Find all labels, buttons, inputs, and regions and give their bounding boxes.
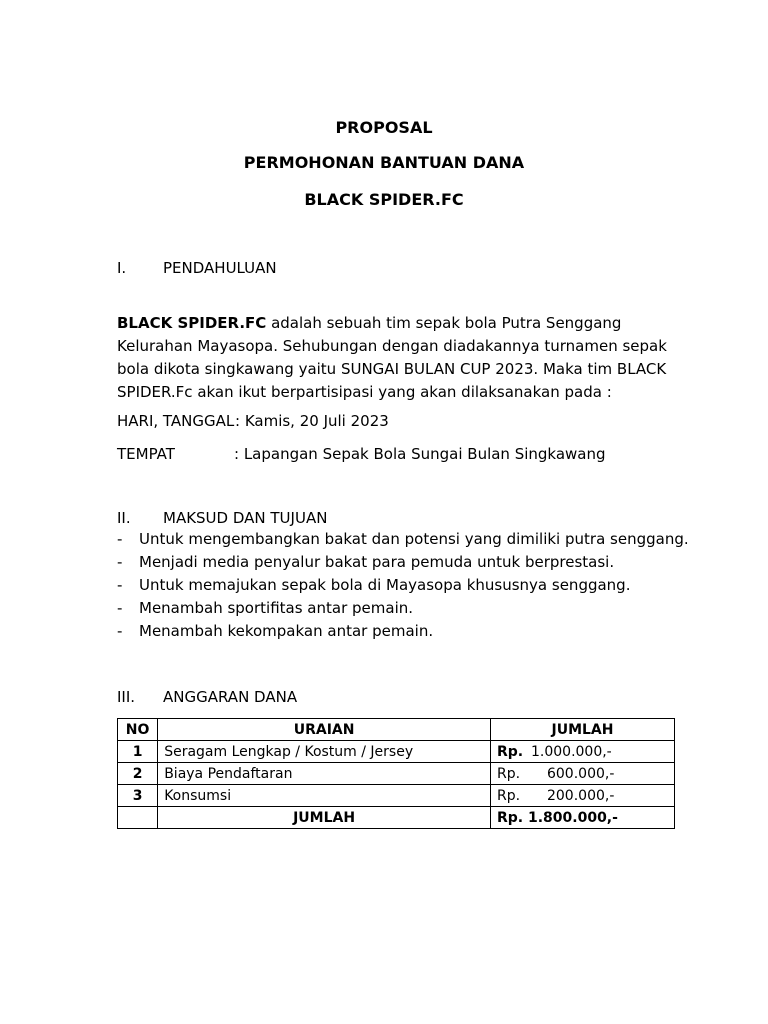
row-jumlah: Rp. 600.000,- <box>490 763 674 785</box>
table-row <box>118 763 675 785</box>
row-uraian: Seragam Lengkap / Kostum / Jersey <box>158 741 491 763</box>
date-label: HARI, TANGGAL <box>117 412 235 430</box>
intro-text: adalah sebuah tim sepak bola Putra Senggang Kelurahan Mayasopa. Sehubungan dengan diadakannya turnamen sepak bola dikota singkawang yaitu SUNGAI BULAN CUP 2023. Maka tim BLACK SPIDER.Fc akan ikut berpartisipasi yang akan dilaksanakan pada : <box>117 314 667 401</box>
title-club: BLACK SPIDER.FC <box>304 190 464 209</box>
section-title: ANGGARAN DANA <box>163 688 298 706</box>
row-jumlah: Rp. 200.000,- <box>490 785 674 807</box>
header-jumlah: JUMLAH <box>490 719 674 741</box>
row-no: 3 <box>118 785 158 807</box>
total-value: Rp. 1.800.000,- <box>490 807 674 829</box>
section-number: I. <box>117 259 127 277</box>
header-uraian: URAIAN <box>158 719 491 741</box>
row-jumlah: Rp. 1.000.000,- <box>490 741 674 763</box>
place-label: TEMPAT <box>117 445 175 463</box>
table-row <box>118 741 675 763</box>
total-label: JUMLAH <box>158 807 491 829</box>
club-name-lead: BLACK SPIDER.FC <box>117 314 267 332</box>
row-no: 1 <box>118 741 158 763</box>
total-empty-cell <box>118 807 158 829</box>
table-row <box>118 785 675 807</box>
budget-table <box>117 718 675 829</box>
table-total-row <box>118 807 675 829</box>
row-no: 2 <box>118 763 158 785</box>
header-no: NO <box>118 719 158 741</box>
title-request: PERMOHONAN BANTUAN DANA <box>243 153 525 172</box>
intro-paragraph <box>117 312 667 404</box>
place-value: : Lapangan Sepak Bola Sungai Bulan Singkawang <box>234 445 606 463</box>
row-uraian: Biaya Pendaftaran <box>158 763 491 785</box>
section-title: PENDAHULUAN <box>163 259 277 277</box>
section-number: II. <box>117 509 131 527</box>
row-uraian: Konsumsi <box>158 785 491 807</box>
table-header-row <box>118 719 675 741</box>
title-proposal: PROPOSAL <box>335 118 433 137</box>
document-page: PROPOSAL PERMOHONAN BANTUAN DANA BLACK SPIDER.FC I. PENDAHULUAN BLACK SPIDER.FC adalah sebuah tim sepak bola Putra Senggang Kelurahan Mayasopa. Sehubungan dengan diadakannya turnamen sepak bola dikota singkawang yaitu SUNGAI BULAN CUP 2023. Maka tim BLACK SPIDER.Fc akan ikut berpartisipasi yang akan dilaksanakan pada : HARI, TANGGAL : Kamis, 20 Juli 2023 TEMPAT : Lapangan Sepak Bola Sungai Bulan Singkawang II. MAKSUD DAN TUJUAN - Untuk mengembangkan bakat dan potensi yang dimiliki putra senggang. - Menjadi media penyalur bakat para pemuda untuk berprestasi. - Untuk memajukan sepak bola di Mayasopa khususnya senggang. - Menambah sportifitas antar pemain. - Menambah kekompakan antar pemain. III. ANGGARAN DANA NO URAIAN JUMLAH 1 Seragam Lengkap / Kostum / Jersey Rp. 1.000.000,- 2 Biaya Pendaftaran Rp. 600.000,- 3 Konsumsi Rp. 200.000,- JUMLAH Rp. 1.800.000,- <box>0 0 768 1024</box>
date-value: : Kamis, 20 Juli 2023 <box>235 412 389 430</box>
section-number: III. <box>117 688 136 706</box>
section-title: MAKSUD DAN TUJUAN <box>163 509 328 527</box>
